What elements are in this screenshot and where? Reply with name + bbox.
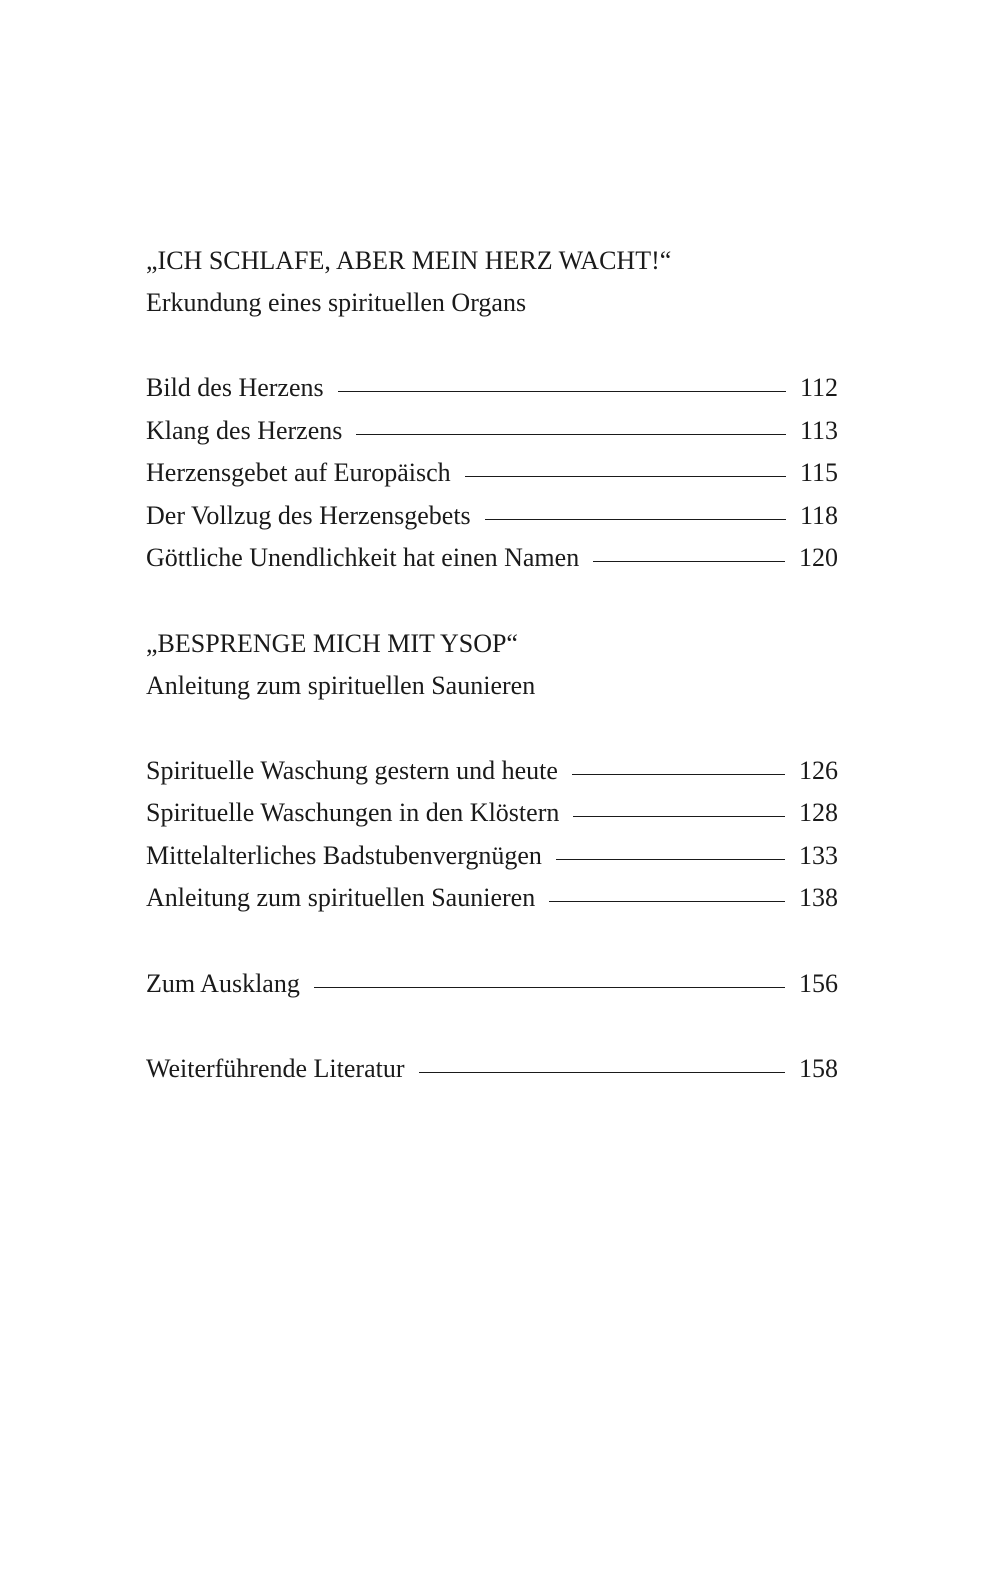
table-of-contents (146, 240, 838, 1134)
toc-entry-label: Zum Ausklang (146, 968, 300, 998)
toc-entry (146, 792, 838, 835)
section-title: „ICH SCHLAFE, ABER MEIN HERZ WACHT!“ (146, 246, 672, 275)
toc-entry (146, 750, 838, 793)
toc-entry-page: 158 (799, 1054, 838, 1083)
section-spacer (146, 580, 838, 623)
leader-line (419, 1072, 786, 1073)
toc-entry (146, 452, 838, 495)
toc-entry-page: 133 (799, 840, 838, 870)
toc-entry-label: Spirituelle Waschungen in den Klöstern (146, 798, 560, 827)
toc-section-1 (146, 240, 838, 580)
leader-line (549, 901, 785, 902)
toc-entry-list (146, 750, 838, 920)
toc-entry-label: Mittelalterliches Badstubenvergnügen (146, 840, 542, 870)
section-title: „BESPRENGE MICH MIT YSOP“ (146, 628, 518, 658)
toc-entry-label: Herzensgebet auf Europäisch (146, 458, 451, 487)
toc-entry-page: 156 (799, 968, 838, 998)
toc-entry (146, 963, 838, 1006)
toc-entry-list (146, 367, 838, 580)
leader-line (572, 774, 785, 775)
toc-entry-label: Klang des Herzens (146, 415, 343, 445)
toc-entry (146, 495, 838, 538)
toc-entry-label: Anleitung zum spirituellen Saunieren (146, 883, 536, 912)
toc-entry-label: Göttliche Unendlichkeit hat einen Namen (146, 543, 580, 572)
toc-entry-page: 113 (799, 415, 838, 445)
toc-entry (146, 877, 838, 920)
section-subtitle: Erkundung eines spirituellen Organs (146, 288, 527, 317)
toc-entry (146, 1048, 838, 1091)
leader-line (485, 519, 786, 520)
toc-entry (146, 835, 838, 878)
toc-entry (146, 367, 838, 410)
toc-entry (146, 537, 838, 580)
section-subtitle: Anleitung zum spirituellen Saunieren (146, 670, 536, 700)
toc-entry-page: 112 (799, 373, 838, 402)
toc-entry-label: Der Vollzug des Herzensgebets (146, 500, 471, 530)
leader-line (338, 391, 786, 392)
leader-line (314, 987, 785, 988)
toc-section-2 (146, 623, 838, 920)
leader-line (356, 434, 786, 435)
toc-entry-label: Bild des Herzens (146, 373, 324, 402)
toc-entry-page: 120 (799, 543, 838, 572)
toc-entry-page: 118 (799, 500, 838, 530)
toc-entry-label: Weiterführende Literatur (146, 1054, 405, 1083)
toc-entry (146, 410, 838, 453)
leader-line (556, 859, 785, 860)
toc-closing-entries (146, 963, 838, 1091)
toc-entry-page: 128 (799, 798, 838, 827)
leader-line (593, 561, 785, 562)
toc-entry-page: 115 (799, 458, 838, 487)
toc-entry-page: 126 (799, 755, 838, 785)
leader-line (573, 816, 785, 817)
toc-entry-page: 138 (799, 883, 838, 912)
leader-line (465, 476, 786, 477)
toc-entry-label: Spirituelle Waschung gestern und heute (146, 755, 558, 785)
